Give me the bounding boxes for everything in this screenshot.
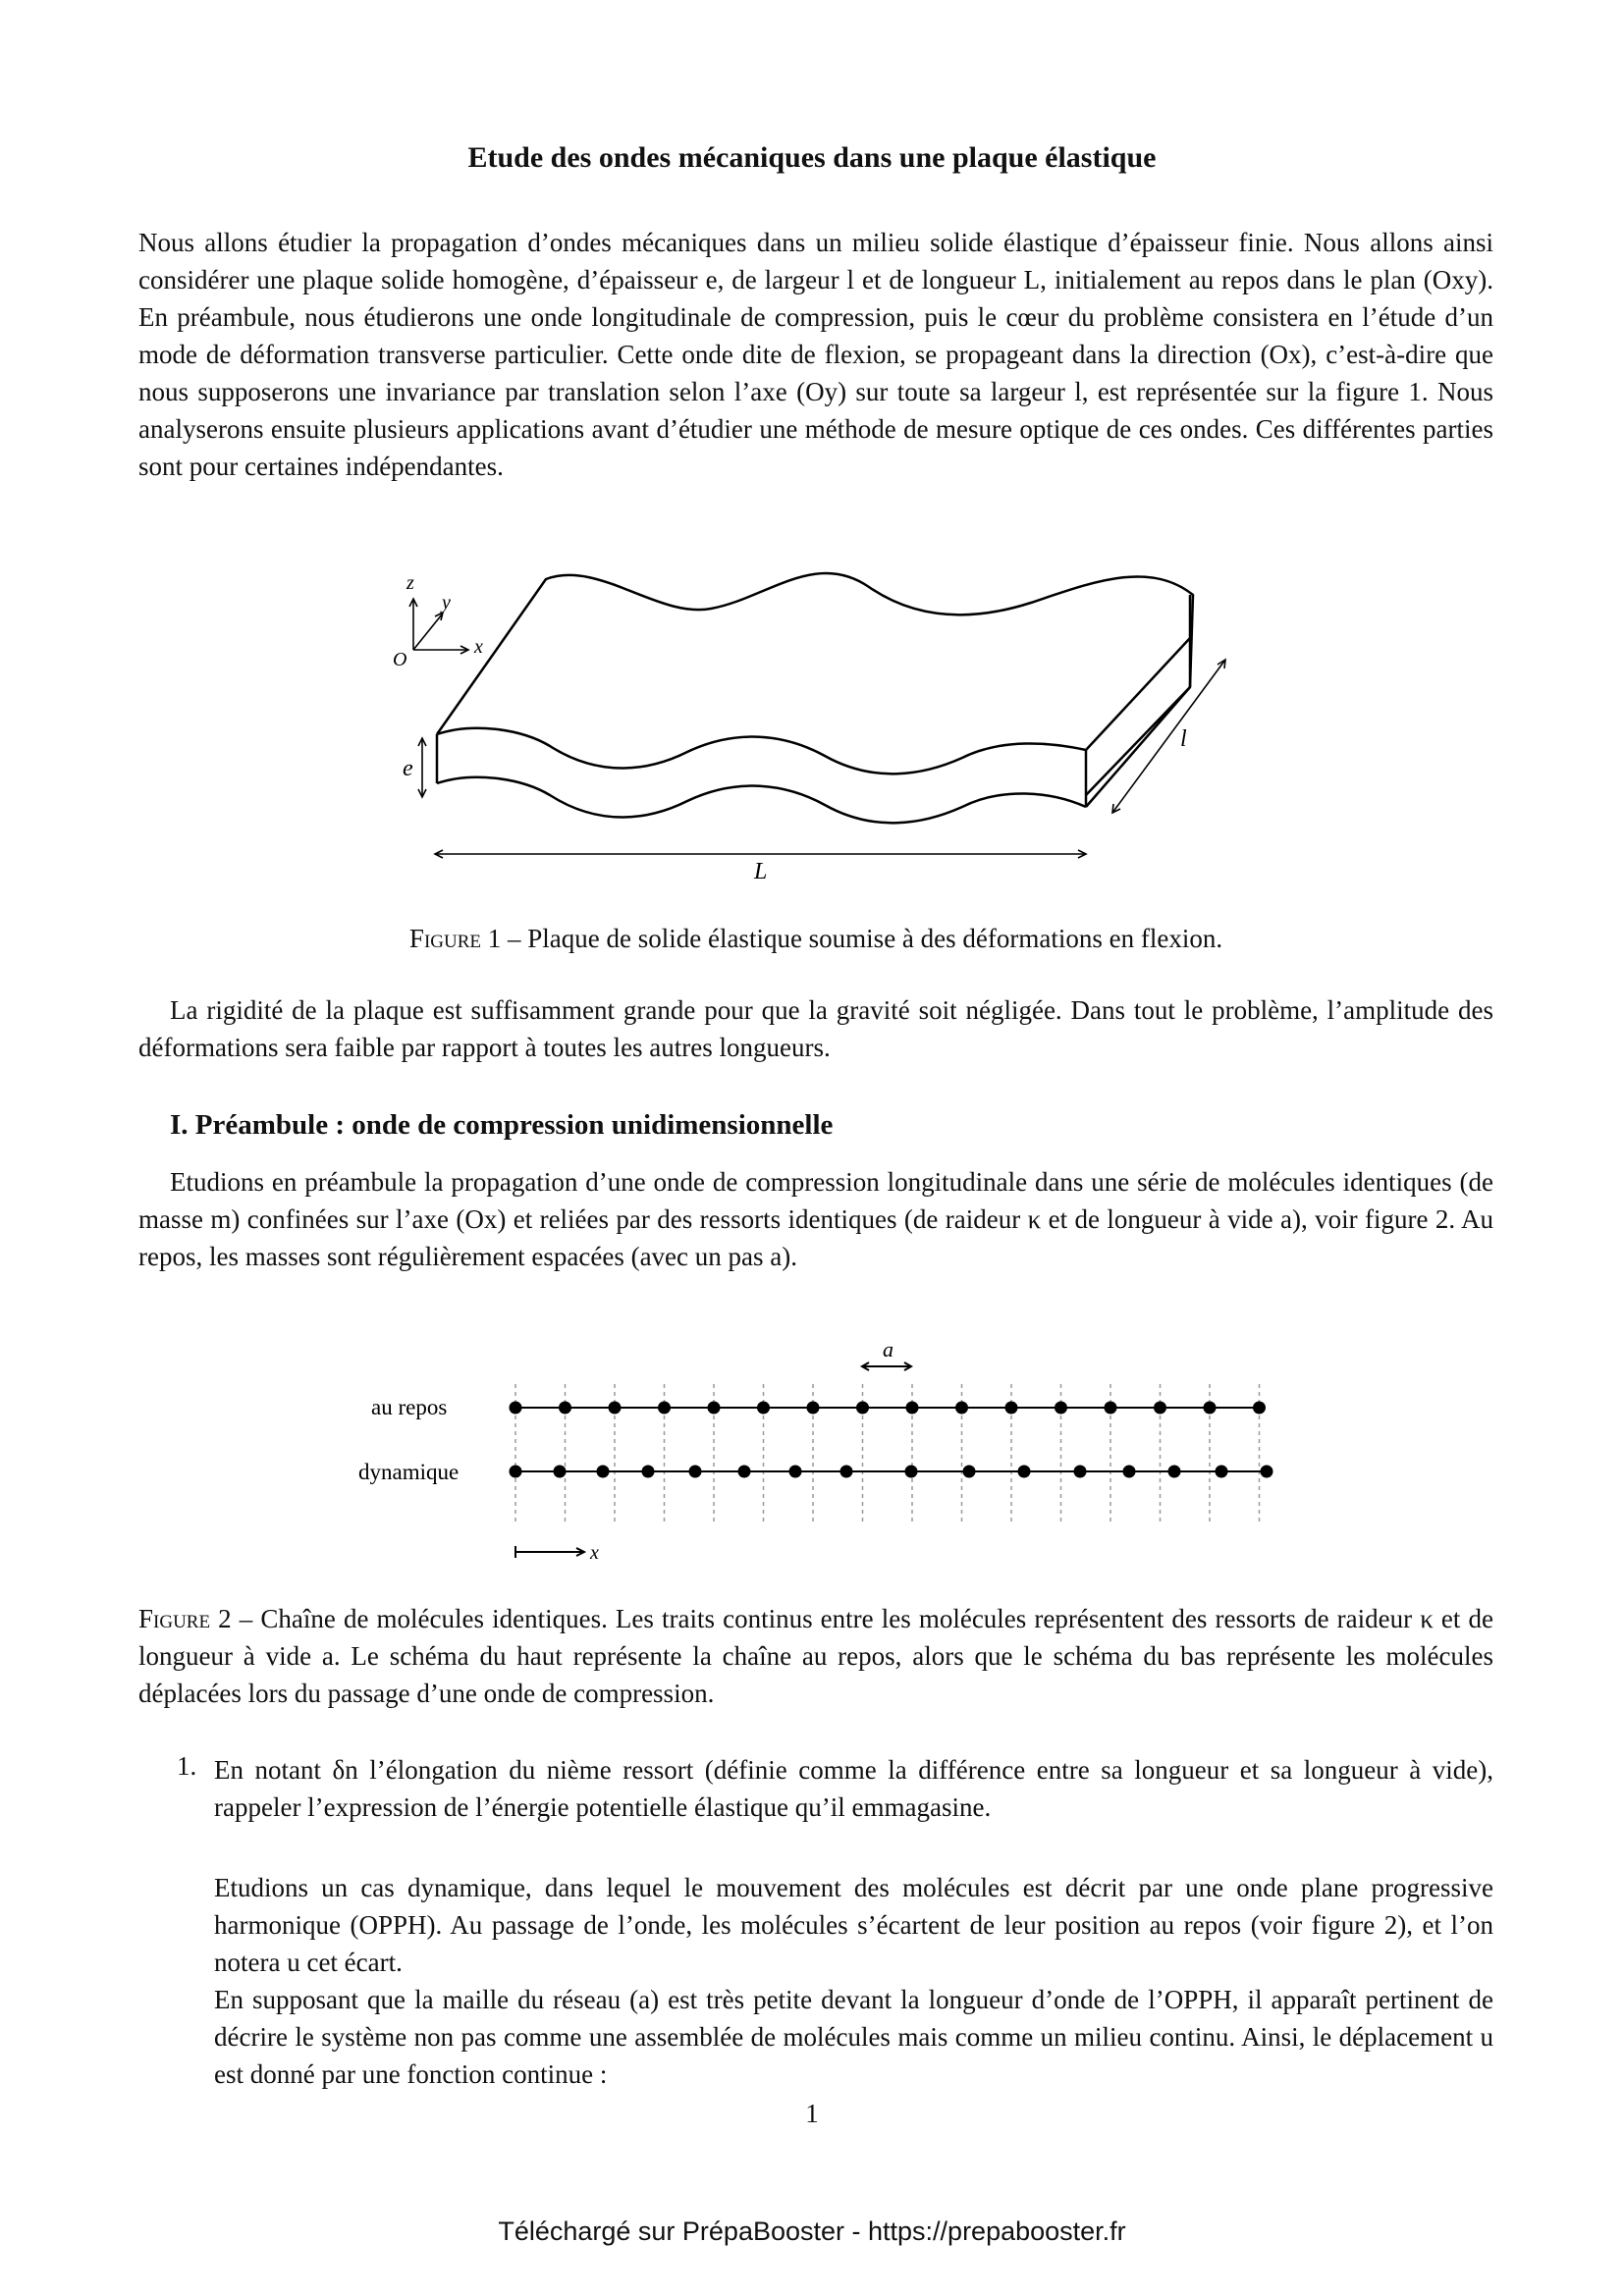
molecule-at-rest [757, 1402, 770, 1415]
molecule-at-rest [559, 1402, 571, 1415]
molecule-at-rest [1204, 1402, 1217, 1415]
download-footer: Téléchargé sur PrépaBooster - https://prepabooster.fr [498, 2216, 1126, 2246]
molecule-displaced [1018, 1466, 1031, 1478]
molecule-at-rest [1105, 1402, 1117, 1415]
molecule-displaced [840, 1466, 853, 1478]
figure-2-caption-text: Chaîne de molécules identiques. Les traits continus entre les molécules représentent des ressorts de raideur κ et de longueur à vide a. Le schéma du haut représente la chaîne au repos, alors que le schéma du bas représente les molécules déplacées lors du passage d’une onde de compression. [138, 1604, 1493, 1708]
molecule-at-rest [708, 1402, 721, 1415]
molecule-displaced [1074, 1466, 1087, 1478]
molecule-at-rest [658, 1402, 671, 1415]
rigidity-paragraph: La rigidité de la plaque est suffisamment grande pour que la gravité soit négligée. Dans tout le problème, l’amplitude des déformations sera faible par rapport à toutes les autres longueurs. [138, 995, 1493, 1062]
axis-y-label: y [442, 592, 451, 614]
molecule-displaced [905, 1466, 918, 1478]
document-title: Etude des ondes mécaniques dans une plaque élastique [467, 141, 1157, 174]
intro-paragraph: Nous allons étudier la propagation d’ondes mécaniques dans un milieu solide élastique d’épaisseur finie. Nous allons ainsi considérer une plaque solide homogène, d’épaisseur e, de largeur l et de longueur L, initialement au repos dans le plan (Oxy). En préambule, nous étudierons une onde longitudinale de compression, puis le cœur du problème consistera en l’étude d’un mode de déformation transverse particulier. Cette onde dite de flexion, se propageant dans la direction (Ox), c’est-à-dire que nous supposerons une invariance par translation selon l’axe (Oy) sur toute sa largeur l, est représentée sur la figure 1. Nous analyserons ensuite plusieurs applications avant d’étudier une méthode de mesure optique de ces ondes. Ces différentes parties sont pour certaines indépendantes. [138, 228, 1493, 481]
molecule-at-rest [510, 1402, 522, 1415]
axis-x-label: x [474, 636, 483, 658]
molecule-displaced [789, 1466, 802, 1478]
continuum-paragraph: En supposant que la maille du réseau (a) est très petite devant la longueur d’onde de l’OPPH, il apparaît pertinent de décrire le système non pas comme une assemblée de molécules mais comme un milieu continu. Ainsi, le déplacement u est donné par une fonction continue : [214, 1985, 1493, 2089]
molecule-at-rest [609, 1402, 622, 1415]
dynamic-case-paragraph: Etudions un cas dynamique, dans lequel le mouvement des molécules est décrit par une onde plane progressive harmonique (OPPH). Au passage de l’onde, les molécules s’écartent de leur position au repos (voir figure 2), et l’on notera u cet écart. [214, 1873, 1493, 1977]
molecule-at-rest [1005, 1402, 1018, 1415]
question-1-number: 1. [177, 1751, 197, 1781]
x-direction-label: x [590, 1542, 599, 1564]
molecule-displaced [1216, 1466, 1228, 1478]
molecule-at-rest [955, 1402, 968, 1415]
figure-1-plate-diagram [373, 560, 1237, 893]
molecule-displaced [963, 1466, 976, 1478]
molecule-displaced [642, 1466, 655, 1478]
molecule-at-rest [1055, 1402, 1067, 1415]
figure-2-caption-prefix: Figure 2 [138, 1604, 232, 1633]
molecule-at-rest [906, 1402, 919, 1415]
width-label: l [1180, 726, 1187, 752]
section-heading: I. Préambule : onde de compression unidimensionnelle [170, 1109, 834, 1141]
dynamic-row-label: dynamique [358, 1460, 460, 1484]
molecule-at-rest [1154, 1402, 1166, 1415]
molecule-displaced [554, 1466, 567, 1478]
molecule-displaced [738, 1466, 751, 1478]
figure-1-caption-text: Plaque de solide élastique soumise à des déformations en flexion. [527, 924, 1223, 953]
molecule-at-rest [1253, 1402, 1266, 1415]
rest-row-label: au repos [371, 1395, 448, 1419]
length-label: L [754, 859, 768, 884]
molecule-at-rest [856, 1402, 869, 1415]
origin-label: O [393, 649, 407, 670]
molecule-displaced [1168, 1466, 1181, 1478]
spacing-a-label: a [883, 1337, 893, 1362]
figure-1-caption: Figure 1 – Plaque de solide élastique soumise à des déformations en flexion. [408, 924, 1223, 953]
axis-z-label: z [406, 572, 414, 594]
molecule-at-rest [807, 1402, 820, 1415]
question-1-text: En notant δn l’élongation du nième ressort (définie comme la différence entre sa longueur et sa longueur à vide), rappeler l’expression de l’énergie potentielle élastique qu’il emmagasine. [214, 1755, 1493, 1822]
molecule-displaced [1123, 1466, 1136, 1478]
section-paragraph: Etudions en préambule la propagation d’une onde de compression longitudinale dans une série de molécules identiques (de masse m) confinées sur l’axe (Ox) et reliées par des ressorts identiques (de raideur κ et de longueur à vide a), voir figure 2. Au repos, les masses sont régulièrement espacées (avec un pas a). [138, 1167, 1493, 1271]
thickness-label: e [403, 756, 413, 781]
figure-2-molecule-chain [344, 1335, 1286, 1571]
molecule-displaced [689, 1466, 702, 1478]
figure-2-caption: Figure 2 – Chaîne de molécules identiques. Les traits continus entre les molécules représentent des ressorts de raideur κ et de longueur à vide a. Le schéma du haut représente la chaîne au repos, alors que le schéma du bas représente les molécules déplacées lors du passage d’une onde de compression. [138, 1604, 1493, 1708]
page-number: 1 [805, 2099, 819, 2128]
molecule-displaced [597, 1466, 610, 1478]
molecule-displaced [1261, 1466, 1273, 1478]
molecule-displaced [510, 1466, 522, 1478]
figure-1-caption-prefix: Figure 1 [408, 924, 502, 953]
